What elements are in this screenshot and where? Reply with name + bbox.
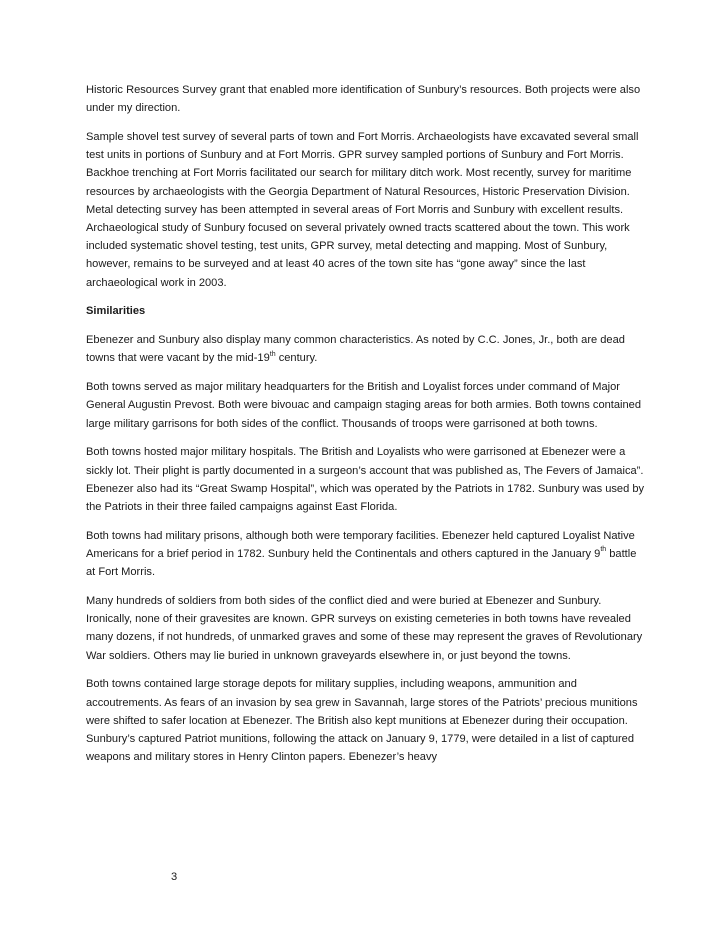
ordinal-superscript: th [269, 350, 276, 358]
section-heading-similarities: Similarities [86, 305, 146, 318]
paragraph-grant-direction: Historic Resources Survey grant that enabled more identification of Sunbury’s resources. Both projects were also under my direction. [86, 84, 641, 115]
text-run: Both towns had military prisons, although both were temporary facilities. Ebenezer held captured Loyalist Native Americans for a brief period in 1782. Sunbury held the Continentals and others captured in the January 9 [86, 529, 635, 561]
paragraph-military-headquarters: Both towns served as major military headquarters for the British and Loyalist forces under command of Major General Augustin Prevost. Both were bivouac and campaign staging areas for both armies. Both towns contained large military garrisons for both sides of the conflict. Thousands of troops were garrisoned at both towns. [86, 381, 642, 430]
paragraph-soldier-graves: Many hundreds of soldiers from both sides of the conflict died and were buried at Ebenezer and Sunbury. Ironically, none of their gravesites are known. GPR surveys on existing cemeteries in both towns have revealed many dozens, if not hundreds, of unmarked graves and some of these may represent the graves of Revolutionary War soldiers. Others may lie buried in unknown graveyards elsewhere in, or just beyond the towns. [86, 595, 643, 662]
paragraph-storage-depots: Both towns contained large storage depots for military supplies, including weapons, ammunition and accoutrements. As fears of an invasion by sea grew in Savannah, large stores of the Patriots’ precious munitions were shifted to safer location at Ebenezer. The British also kept munitions at Ebenezer during their occupation. Sunbury’s captured Patriot munitions, following the attack on January 9, 1779, were detailed in a list of captured weapons and military stores in Henry Clinton papers. Ebenezer’s heavy [86, 678, 638, 764]
text-run: battle at Fort Morris. [86, 548, 637, 579]
document-body [86, 81, 646, 777]
ordinal-superscript: th [600, 546, 607, 554]
text-run: Ebenezer and Sunbury also display many common characteristics. As noted by C.C. Jones, Jr., both are dead towns that were vacant by the mid-19 [86, 334, 625, 365]
paragraph-military-prisons [86, 527, 646, 582]
paragraph-common-characteristics [86, 331, 646, 367]
page-number: 3 [171, 871, 178, 883]
paragraph-military-hospitals: Both towns hosted major military hospitals. The British and Loyalists who were garrisoned at Ebenezer were a sickly lot. Their plight is partly documented in a surgeon’s account that was published as, The Fevers of Jamaica”. Ebenezer also had its “Great Swamp Hospital”, which was operated by the Patriots in 1782. Sunbury was used by the Patriots in their three failed campaigns against East Florida. [86, 446, 645, 514]
text-run: century. [275, 352, 318, 365]
paragraph-survey-methods: Sample shovel test survey of several parts of town and Fort Morris. Archaeologists have excavated several small test units in portions of Sunbury and at Fort Morris. GPR survey sampled portions of Sunbury and Fort Morris. Backhoe trenching at Fort Morris facilitated our search for military ditch work. Most recently, survey for maritime resources by archaeologists with the Georgia Department of Natural Resources, Historic Preservation Division. Metal detecting survey has been attempted in several areas of Fort Morris and Sunbury with excellent results. Archaeological study of Sunbury focused on several privately owned tracts scattered about the town. This work included systematic shovel testing, test units, GPR survey, metal detecting and mapping. Most of Sunbury, however, remains to be surveyed and at least 40 acres of the town site has “gone away” since the last archaeological work in 2003. [86, 131, 639, 289]
